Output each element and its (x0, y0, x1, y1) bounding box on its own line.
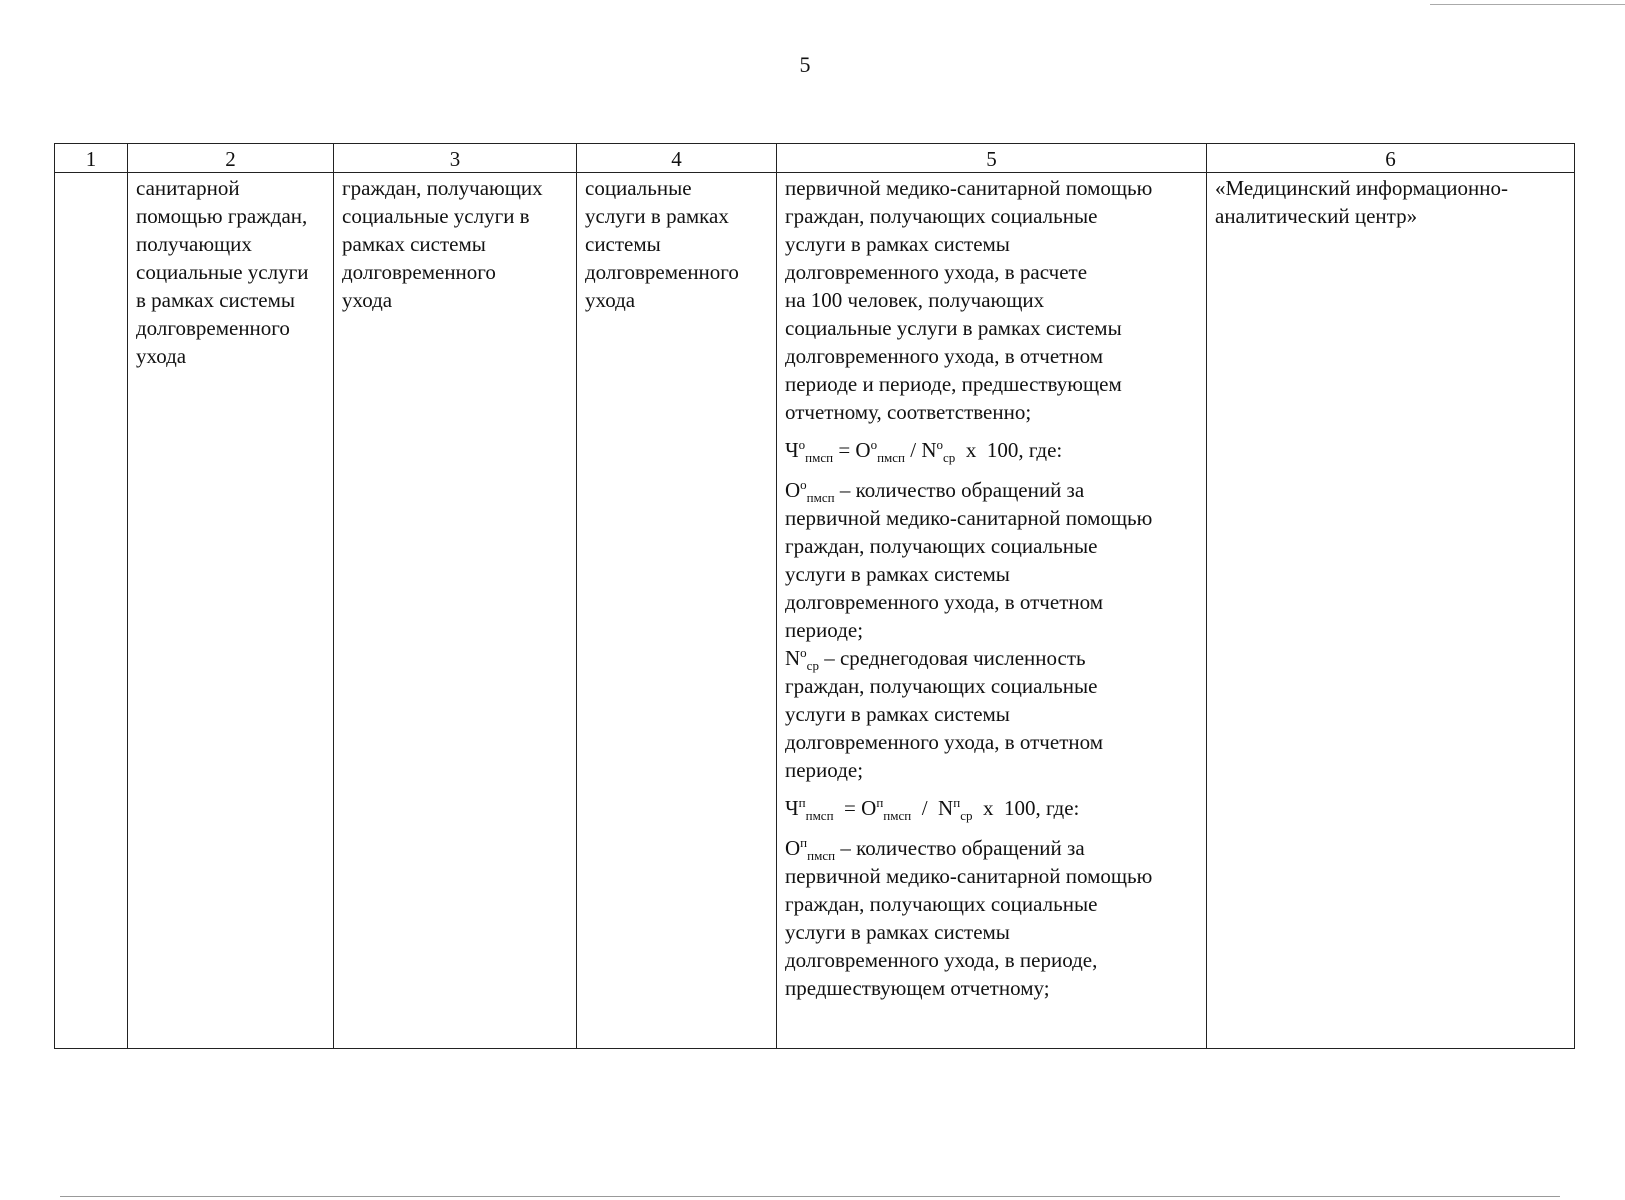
cell-responsible (1207, 173, 1575, 1049)
page-number: 5 (799, 52, 811, 77)
header-col-4: 4 (577, 144, 777, 173)
indicator-table (54, 143, 1575, 1049)
cell-number (55, 173, 128, 1049)
header-col-2: 2 (128, 144, 334, 173)
definition-visits-previous: $О^п_{пмсп}$ – количество обращений за первичной медико-санитарной помощью граждан, получающих социальные услуги в рамках системы долговременного ухода, в периоде, предшествующем отчетному; (785, 835, 1153, 1000)
indicator-name-text: санитарной помощью граждан, получающих социальные услуги в рамках системы долговременного ухода (136, 176, 309, 368)
scan-edge-line (1430, 4, 1625, 5)
definition-visits-reporting: $О^о_{пмсп}$ – количество обращений за первичной медико-санитарной помощью граждан, получающих социальные услуги в рамках системы долговременного ухода, в отчетном периоде; (785, 477, 1153, 642)
cell-calculation-method (777, 173, 1207, 1049)
header-col-1: 1 (55, 144, 128, 173)
formula-reporting-period: $Ч^о_{пмсп} = О^о_{пмсп} / N^о_{ср}$ х 100, где: (785, 437, 1063, 465)
header-col-5: 5 (777, 144, 1207, 173)
target-group-text: социальные услуги в рамках системы долговременного ухода (585, 176, 739, 312)
table-row (55, 173, 1575, 1049)
cell-target-group (577, 173, 777, 1049)
formula-previous-period: $Ч^п_{пмсп} = О^п_{пмсп} / N^п_{ср}$ х 100, где: (785, 795, 1080, 823)
definition-avg-population-reporting: $N^о_{ср}$ – среднегодовая численность граждан, получающих социальные услуги в рамках системы долговременного ухода, в отчетном периоде; (785, 645, 1103, 782)
header-col-6: 6 (1207, 144, 1575, 173)
cell-unit (334, 173, 577, 1049)
responsible-org-text: «Медицинский информационно- аналитический центр» (1215, 176, 1509, 228)
unit-text: граждан, получающих социальные услуги в рамках системы долговременного ухода (342, 176, 543, 312)
header-col-3: 3 (334, 144, 577, 173)
scan-bottom-line (60, 1196, 1560, 1197)
table-header-row (55, 144, 1575, 173)
cell-indicator-name (128, 173, 334, 1049)
method-paragraph: первичной медико-санитарной помощью граждан, получающих социальные услуги в рамках системы долговременного ухода, в расчете на 100 человек, получающих социальные услуги в рамках системы долговременного ухода, в отчетном периоде и периоде, предшествующем отчетному, соответственно; (785, 176, 1153, 424)
